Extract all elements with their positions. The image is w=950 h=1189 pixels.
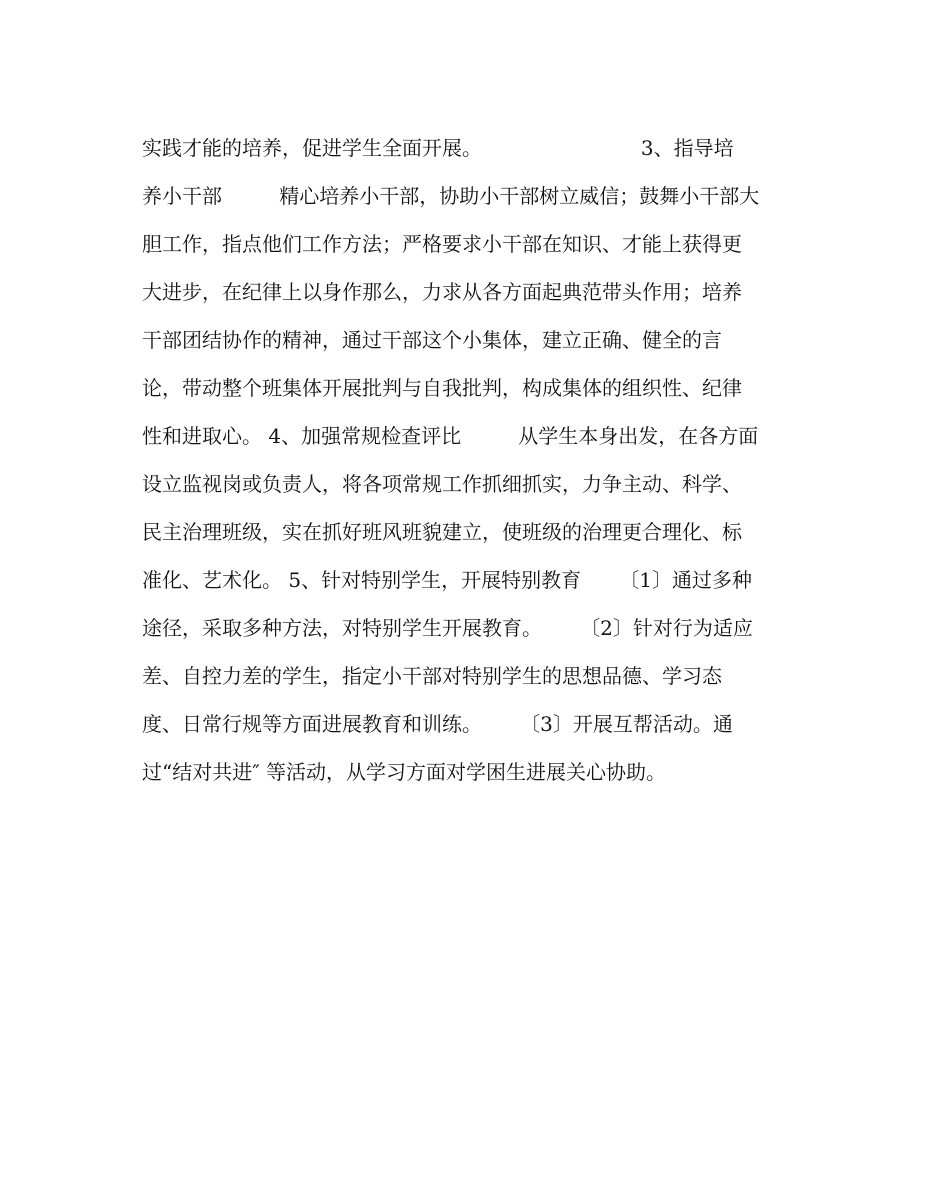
text-line-8: 设立监视岗或负责人，将各项常规工作抓细抓实，力争主动、科学、 (142, 472, 742, 496)
text-line-1: 实践才能的培养，促进学生全面开展。 3、指导培 (142, 136, 734, 160)
text-line-2: 养小干部 精心培养小干部，协助小干部树立威信；鼓舞小干部大 (142, 184, 760, 208)
text-line-6: 论，带动整个班集体开展批判与自我批判，构成集体的组织性、纪律 (142, 376, 742, 400)
text-line-11: 途径，采取多种方法，对特别学生开展教育。 〔2〕针对行为适应 (142, 616, 753, 640)
text-line-13: 度、日常行规等方面进展教育和训练。 〔3〕开展互帮活动。通 (142, 712, 733, 736)
text-line-5: 干部团结协作的精神，通过干部这个小集体，建立正确、健全的言 (142, 328, 722, 352)
text-line-10: 准化、艺术化。 5、针对特别学生，开展特别教育 〔1〕通过多种 (142, 568, 752, 592)
body-text (142, 124, 822, 796)
text-line-12: 差、自控力差的学生，指定小干部对特别学生的思想品德、学习态 (142, 664, 722, 688)
text-line-7: 性和进取心。 4、加强常规检查评比 从学生本身出发，在各方面 (142, 424, 759, 448)
text-line-3: 胆工作，指点他们工作方法；严格要求小干部在知识、才能上获得更 (142, 232, 742, 256)
text-line-14: 过“结对共进″ 等活动，从学习方面对学困生进展关心协助。 (142, 760, 667, 784)
text-line-4: 大进步，在纪律上以身作那么，力求从各方面起典范带头作用；培养 (142, 280, 742, 304)
text-line-9: 民主治理班级，实在抓好班风班貌建立，使班级的治理更合理化、标 (142, 520, 742, 544)
